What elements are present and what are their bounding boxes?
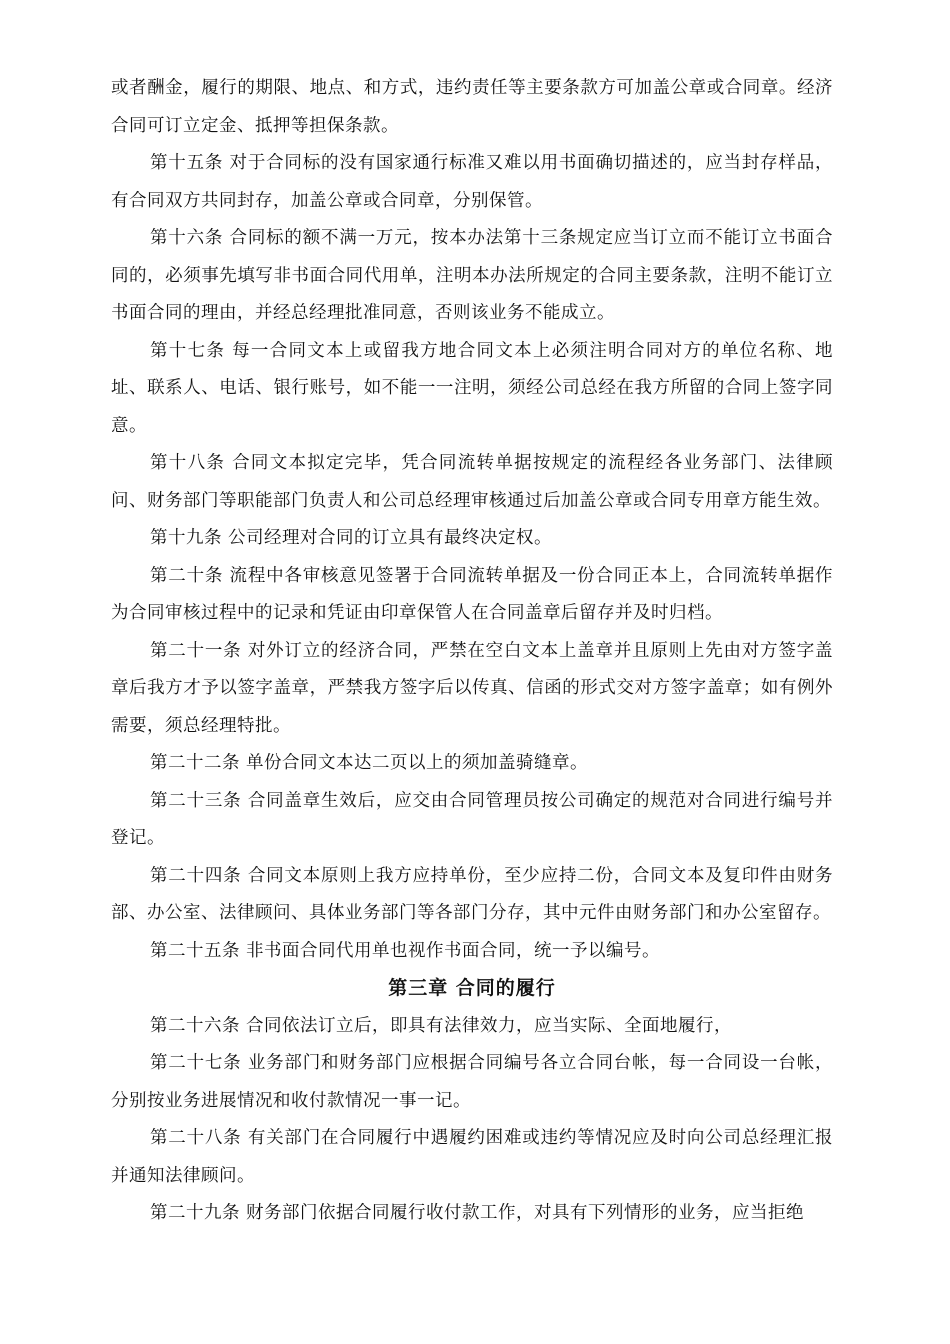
article-18: 第十八条 合同文本拟定完毕，凭合同流转单据按规定的流程经各业务部门、法律顾问、财务部门等职能部门负责人和公司总经理审核通过后加盖公章或合同专用章方能生效。 bbox=[111, 453, 833, 511]
article-27: 第二十七条 业务部门和财务部门应根据合同编号各立合同台帐，每一合同设一台帐，分别按业务进展情况和收付款情况一事一记。 bbox=[111, 1053, 833, 1111]
article-15: 第十五条 对于合同标的没有国家通行标准又难以用书面确切描述的，应当封存样品，有合同双方共同封存，加盖公章或合同章，分别保管。 bbox=[111, 153, 833, 211]
article-19: 第十九条 公司经理对合同的订立具有最终决定权。 bbox=[150, 528, 553, 548]
article-24: 第二十四条 合同文本原则上我方应持单份，至少应持二份，合同文本及复印件由财务部、办公室、法律顾问、具体业务部门等各部门分存，其中元件由财务部门和办公室留存。 bbox=[111, 865, 833, 923]
article-23: 第二十三条 合同盖章生效后，应交由合同管理员按公司确定的规范对合同进行编号并登记。 bbox=[111, 790, 833, 848]
article-25: 第二十五条 非书面合同代用单也视作书面合同，统一予以编号。 bbox=[150, 940, 661, 961]
paragraph-continuation: 或者酬金，履行的期限、地点、和方式，违约责任等主要条款方可加盖公章或合同章。经济合同可订立定金、抵押等担保条款。 bbox=[111, 78, 833, 136]
article-28: 第二十八条 有关部门在合同履行中遇履约困难或违约等情况应及时向公司总经理汇报并通知法律顾问。 bbox=[111, 1128, 833, 1186]
article-16: 第十六条 合同标的额不满一万元，按本办法第十三条规定应当订立而不能订立书面合同的，必须事先填写非书面合同代用单，注明本办法所规定的合同主要条款，注明不能订立书面合同的理由，并经总经理批准同意，否则该业务不能成立。 bbox=[111, 228, 833, 323]
chapter-title: 第三章 合同的履行 bbox=[388, 977, 556, 999]
article-21: 第二十一条 对外订立的经济合同，严禁在空白文本上盖章并且原则上先由对方签字盖章后我方才予以签字盖章，严禁我方签字后以传真、信函的形式交对方签字盖章；如有例外需要，须总经理特批。 bbox=[111, 640, 833, 736]
article-20: 第二十条 流程中各审核意见签署于合同流转单据及一份合同正本上，合同流转单据作为合同审核过程中的记录和凭证由印章保管人在合同盖章后留存并及时归档。 bbox=[111, 565, 833, 623]
article-17: 第十七条 每一合同文本上或留我方地合同文本上必须注明合同对方的单位名称、地址、联系人、电话、银行账号，如不能一一注明，须经公司总经在我方所留的合同上签字同意。 bbox=[111, 340, 833, 436]
article-26: 第二十六条 合同依法订立后，即具有法律效力，应当实际、全面地履行， bbox=[150, 1015, 733, 1036]
document-page bbox=[111, 70, 833, 1233]
article-29: 第二十九条 财务部门依据合同履行收付款工作，对具有下列情形的业务，应当拒绝 bbox=[150, 1203, 805, 1223]
article-22: 第二十二条 单份合同文本达二页以上的须加盖骑缝章。 bbox=[150, 753, 589, 773]
